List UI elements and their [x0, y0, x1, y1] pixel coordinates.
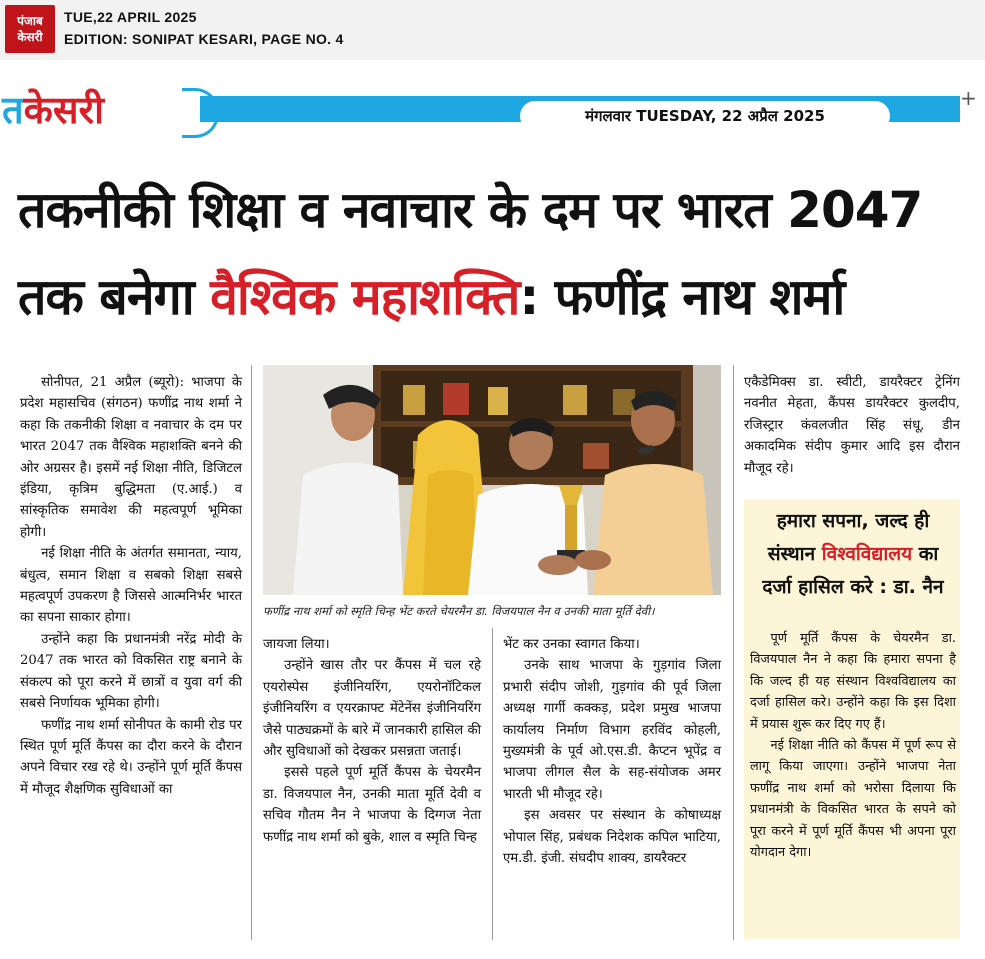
edition-header-bar — [0, 0, 985, 60]
headline-highlight: वैश्विक महाशक्ति — [210, 268, 520, 326]
sidebar-headline-line-2: संस्थान विश्वविद्यालय का — [767, 543, 939, 565]
article-paragraph: जायजा लिया। — [263, 637, 330, 652]
article-paragraph: एकैडेमिक्स डा. स्वीटी, डायरैक्टर ट्रेनिंग नवनीत मेहता, कैंपस डायरैक्टर कुलदीप, रजिस्ट्रार कंवलजीत सिंह संधू, डीन अकादमिक संदीप कुमार आदि इस दौरान मौजूद रहे। — [744, 375, 960, 476]
logo-text-line1: पंजाब — [17, 14, 43, 28]
article-paragraph: फणींद्र नाथ शर्मा सोनीपत के कामी रोड पर स्थित पूर्ण मूर्ति कैंपस का दौरा करने के दौरान अपने विचार रख रहे थे। उन्होंने पूर्ण मूर्ति कैंपस में मौजूद शैक्षणिक सुविधाओं का — [20, 717, 242, 797]
masthead-banner — [0, 84, 960, 136]
article-paragraph: उन्होंने खास तौर पर कैंपस में चल रहे एयरोस्पेस इंजीनियरिंग, एयरोनॉटिकल इंजीनियरिंग व एयरक्राफ्ट मेंटेनेंस इंजीनियरिंग जैसे पाठ्यक्रमों के बारे में जानकारी हासिल की और सुविधाओं को देखकर प्रसन्नता जताई। — [263, 658, 481, 760]
photo-caption: फणींद्र नाथ शर्मा को स्मृति चिन्ह भेंट करते चेयरमैन डा. विजयपाल नैन व उनकी माता मूर्ति देवी। — [263, 604, 655, 618]
crop-mark-icon: + — [960, 86, 977, 110]
sidebar-headline-line-1: हमारा सपना, जल्द ही — [776, 510, 930, 532]
sidebar-body — [750, 628, 956, 863]
article-paragraph: उनके साथ भाजपा के गुड़गांव जिला प्रभारी संदीप जोशी, गुड़गांव की पूर्व जिला अध्यक्ष गार्गी कक्कड़, प्रदेश प्रमुख भाजपा कार्यालय निर्माण विभाग हरविंद कोहली, मुख्यमंत्री के पूर्व ओ.एस.डी. कैप्टन भूपेंद्र व भाजपा लीगल सैल के सह-संयोजक अमर भारती भी मौजूद रहे। — [503, 658, 721, 802]
sidebar-paragraph: नई शिक्षा नीति को कैंपस में पूर्ण रूप से लागू किया जाएगा। उन्होंने भाजपा नेता फणींद्र नाथ शर्मा को भरोसा दिलाया कि प्रधानमंत्री के विकसित भारत के सपने को पूरा करने में पूर्ण मूर्ति कैंपस भी अपना पूरा योगदान देगा। — [750, 738, 956, 861]
column-divider — [733, 365, 734, 940]
article-paragraph: नई शिक्षा नीति के अंतर्गत समानता, न्याय, बंधुत्व, समान शिक्षा व सबको शिक्षा सबसे महत्वपूर्ण उपकरण है जिससे आत्मनिर्भर भारत का सपना साकार होगा। — [20, 546, 242, 626]
sidebar-paragraph: पूर्ण मूर्ति कैंपस के चेयरमैन डा. विजयपाल नैन ने कहा कि हमारा सपना है कि जल्द ही यह संस्थान विश्वविद्यालय का दर्जा हासिल करे। उन्होंने कहा कि इस दिशा में प्रयास शुरू कर दिए गए हैं। — [750, 631, 956, 732]
article-paragraph: सोनीपत, 21 अप्रैल (ब्यूरो): भाजपा के प्रदेश महासचिव (संगठन) फणींद्र नाथ शर्मा ने कहा कि तकनीकी शिक्षा व नवाचार के दम पर भारत 2047 तक वैश्विक महाशक्ति बनने की ओर अग्रसर है। इसमें नई शिक्षा नीति, डिजिटल इंडिया, कृत्रिम बुद्धिमता (ए.आई.) व सांस्कृतिक समावेश की महत्वपूर्ण भूमिका होगी। — [20, 375, 242, 540]
article-photo — [263, 365, 721, 595]
column-divider — [251, 365, 252, 940]
column-divider — [492, 628, 493, 940]
logo-text-line2: केसरी — [17, 30, 43, 44]
article-column-3 — [503, 634, 721, 869]
article-paragraph: इससे पहले पूर्ण मूर्ति कैंपस के चेयरमैन डा. विजयपाल नैन, उनकी माता मूर्ति देवी व सचिव गौतम नैन ने भाजपा के दिग्गज नेता फणींद्र नाथ शर्मा को बुके, शाल व स्मृति चिन्ह — [263, 765, 481, 845]
article-paragraph: इस अवसर पर संस्थान के कोषाध्यक्ष भोपाल सिंह, प्रबंधक निदेशक कपिल भाटिया, एम.डी. इंजी. संघदीप शाक्य, डायरैक्टर — [503, 808, 721, 867]
edition-info: EDITION: SONIPAT KESARI, PAGE NO. 4 — [64, 31, 344, 47]
edition-date: TUE,22 APRIL 2025 — [64, 9, 197, 25]
article-paragraph: उन्होंने कहा कि प्रधानमंत्री नरेंद्र मोदी के 2047 तक भारत को विकसित राष्ट्र बनाने के संकल्प को पूरा करने में छात्रों व युवा वर्ग की सबसे निर्णायक भूमिका होगी। — [20, 631, 242, 712]
article-column-4 — [744, 372, 960, 479]
punjab-kesari-logo — [5, 5, 55, 53]
sidebar-headline — [750, 505, 956, 604]
headline-line-2: तक बनेगा वैश्विक महाशक्ति: फणींद्र नाथ शर्मा — [18, 268, 845, 326]
photo-illustration — [263, 365, 721, 595]
headline-line-1: तकनीकी शिक्षा व नवाचार के दम पर भारत 2047 — [18, 181, 923, 239]
article-column-1 — [20, 372, 242, 800]
article-column-2 — [263, 634, 481, 848]
article-paragraph: भेंट कर उनका स्वागत किया। — [503, 637, 640, 652]
issue-date-pill: मंगलवार TUESDAY, 22 अप्रैल 2025 — [520, 101, 890, 131]
sidebar-headline-line-3: दर्जा हासिल करे : डा. नैन — [762, 576, 944, 598]
masthead-title: तकेसरी — [0, 84, 112, 136]
